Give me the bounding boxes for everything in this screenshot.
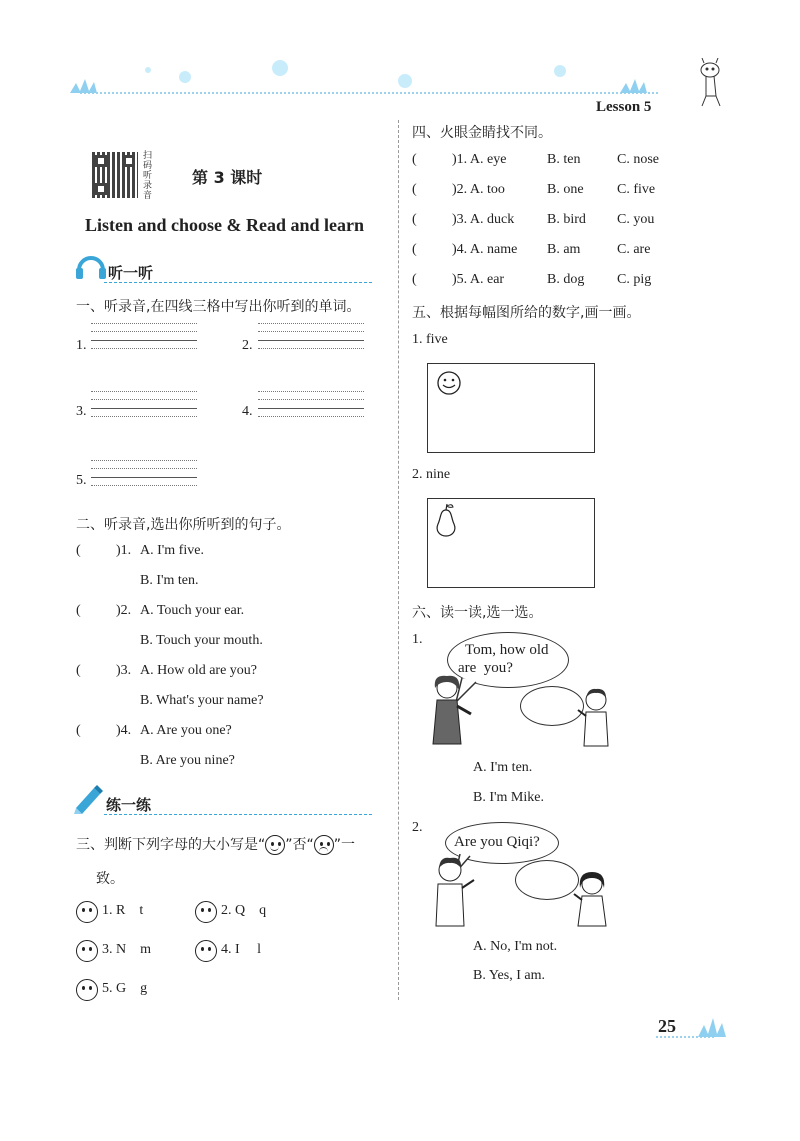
q4-paren: (: [412, 182, 417, 197]
q5-item: 1. five: [412, 332, 448, 347]
q4-prompt: 四、火眼金睛找不同。: [412, 125, 552, 141]
q2-answer-blank[interactable]: [86, 723, 116, 739]
header-decoration: [60, 55, 740, 105]
section-practice-label: 练一练: [106, 796, 152, 814]
q1-writing-lines-5[interactable]: [91, 460, 197, 486]
q1-writing-lines-1[interactable]: [91, 323, 197, 349]
section-listen-rule: [104, 282, 372, 283]
q1-writing-lines-2[interactable]: [258, 323, 364, 349]
footer-decoration: [656, 1014, 736, 1040]
blank-face-icon[interactable]: [76, 979, 98, 1001]
smile-face-icon: [265, 835, 285, 855]
period-title: 第 3 课时: [192, 168, 263, 187]
q2-paren: (: [76, 603, 81, 618]
q3-item: 5. G g: [102, 981, 148, 996]
q4-option-a: )5. A. ear: [452, 272, 505, 287]
q2-answer-blank[interactable]: [86, 603, 116, 619]
q2-option-a: A. How old are you?: [140, 663, 258, 678]
teacher-icon: [425, 674, 477, 746]
page-number: 25: [658, 1016, 676, 1036]
lesson-subtitle: Listen and choose & Read and learn: [85, 215, 365, 235]
q1-item-3: 3.: [76, 404, 87, 419]
q2-number: )2.: [116, 603, 132, 618]
q4-answer-blank[interactable]: [422, 272, 452, 288]
headphones-icon: [74, 248, 108, 282]
q2-option-a: A. Touch your ear.: [140, 603, 245, 618]
q1-item-1: 1.: [76, 338, 87, 353]
q2-option-a: A. Are you one?: [140, 723, 232, 738]
q3-prompt-part: ”否“: [285, 837, 314, 853]
empty-speech-bubble[interactable]: [520, 686, 584, 726]
q6-option-a: A. I'm ten.: [473, 760, 533, 775]
q6-speech: Are you Qiqi?: [454, 834, 540, 850]
q4-paren: (: [412, 272, 417, 287]
q4-option-a: )4. A. name: [452, 242, 518, 257]
q2-answer-blank[interactable]: [86, 663, 116, 679]
empty-speech-bubble[interactable]: [515, 860, 579, 900]
q2-option-b: B. Touch your mouth.: [140, 633, 263, 648]
q3-prompt-part: 三、判断下列字母的大小写是“: [76, 837, 266, 853]
q4-paren: (: [412, 152, 417, 167]
q1-prompt: 一、听录音,在四线三格中写出你听到的单词。: [76, 299, 361, 315]
q6-option-b: B. Yes, I am.: [473, 968, 545, 983]
q1-item-4: 4.: [242, 404, 253, 419]
q3-prompt-cont: 致。: [96, 871, 124, 887]
q6-option-b: B. I'm Mike.: [473, 790, 544, 805]
q5-item: 2. nine: [412, 467, 451, 482]
qr-code: [92, 152, 138, 198]
sad-face-icon: [314, 835, 334, 855]
blank-face-icon[interactable]: [76, 940, 98, 962]
lesson-label: Lesson 5: [596, 99, 652, 115]
pear-icon: [433, 502, 459, 538]
q2-number: )3.: [116, 663, 132, 678]
q4-option-b: B. bird: [547, 212, 586, 227]
column-divider: [398, 120, 399, 1000]
q3-item: 3. N m: [102, 942, 151, 957]
boy-icon: [576, 686, 616, 748]
q4-option-c: C. are: [617, 242, 651, 257]
q4-paren: (: [412, 242, 417, 257]
q6-speech-line-1: Tom, how old: [465, 642, 549, 658]
q4-option-b: B. ten: [547, 152, 581, 167]
q1-writing-lines-3[interactable]: [91, 391, 197, 417]
qr-caption: 扫码听录音: [143, 151, 153, 201]
girl-icon: [572, 870, 612, 928]
q6-item-number: 2.: [412, 820, 423, 835]
section-listen-label: 听一听: [108, 264, 154, 282]
giraffe-icon: [690, 58, 730, 108]
q2-paren: (: [76, 663, 81, 678]
q6-item-number: 1.: [412, 632, 423, 647]
q4-option-b: B. one: [547, 182, 584, 197]
q4-option-a: )3. A. duck: [452, 212, 515, 227]
q4-option-c: C. nose: [617, 152, 659, 167]
q2-prompt: 二、听录音,选出你所听到的句子。: [76, 517, 291, 533]
boy-icon: [430, 854, 476, 928]
q3-item: 1. R t: [102, 903, 144, 918]
q1-item-5: 5.: [76, 473, 87, 488]
q4-option-c: C. you: [617, 212, 655, 227]
q5-prompt: 五、根据每幅图所给的数字,画一画。: [412, 305, 641, 321]
smiley-icon: [435, 369, 463, 397]
q1-writing-lines-4[interactable]: [258, 391, 364, 417]
q4-option-a: )2. A. too: [452, 182, 505, 197]
q6-option-a: A. No, I'm not.: [473, 939, 558, 954]
q4-answer-blank[interactable]: [422, 212, 452, 228]
blank-face-icon[interactable]: [195, 940, 217, 962]
q3-item: 4. I l: [221, 942, 262, 957]
q4-answer-blank[interactable]: [422, 152, 452, 168]
pencil-icon: [72, 782, 106, 814]
q4-paren: (: [412, 212, 417, 227]
q4-answer-blank[interactable]: [422, 182, 452, 198]
q2-option-b: B. What's your name?: [140, 693, 264, 708]
q2-number: )1.: [116, 543, 132, 558]
q2-paren: (: [76, 543, 81, 558]
q2-answer-blank[interactable]: [86, 543, 116, 559]
q4-answer-blank[interactable]: [422, 242, 452, 258]
blank-face-icon[interactable]: [76, 901, 98, 923]
section-practice-rule: [104, 814, 372, 815]
q1-item-2: 2.: [242, 338, 253, 353]
blank-face-icon[interactable]: [195, 901, 217, 923]
q3-prompt-part: ”一: [333, 837, 356, 853]
q4-option-a: )1. A. eye: [452, 152, 507, 167]
q4-option-b: B. am: [547, 242, 581, 257]
q6-speech-line-2: are you?: [458, 660, 513, 676]
q4-option-c: C. pig: [617, 272, 652, 287]
q2-option-a: A. I'm five.: [140, 543, 204, 558]
q6-prompt: 六、读一读,选一选。: [412, 605, 543, 621]
q3-item: 2. Q q: [221, 903, 267, 918]
q2-number: )4.: [116, 723, 132, 738]
q3-prompt: [76, 834, 355, 855]
q2-option-b: B. Are you nine?: [140, 753, 235, 768]
q2-paren: (: [76, 723, 81, 738]
q4-option-c: C. five: [617, 182, 656, 197]
q4-option-b: B. dog: [547, 272, 585, 287]
q2-option-b: B. I'm ten.: [140, 573, 199, 588]
